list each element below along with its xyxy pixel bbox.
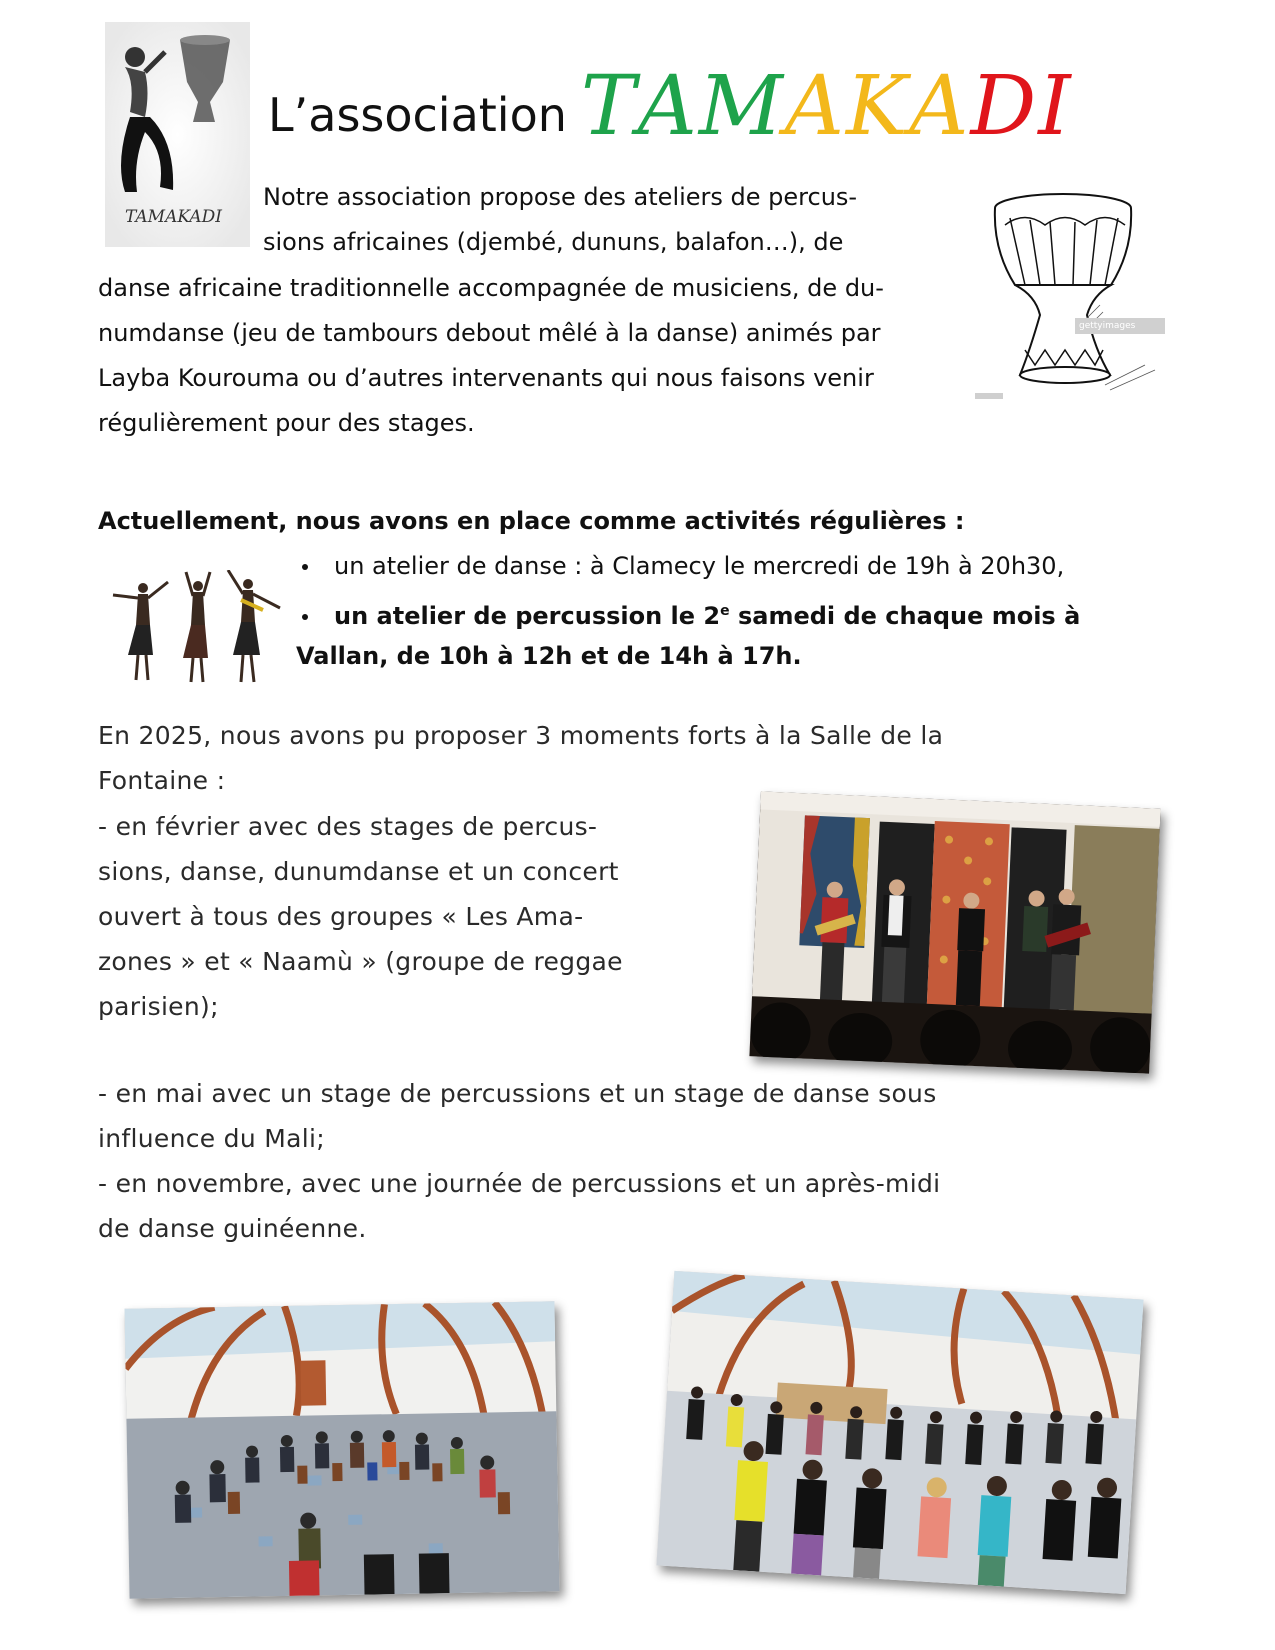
activity-item-percussion-continuation: Vallan, de 10h à 12h et de 14h à 17h. bbox=[296, 642, 802, 670]
february-line: sions, danse, dunumdanse et un concert bbox=[98, 857, 619, 886]
intro-line: Notre association propose des ateliers de percus- bbox=[263, 183, 858, 211]
image-id-strip bbox=[975, 393, 1003, 399]
year-intro-line: Fontaine : bbox=[98, 766, 226, 795]
february-line: - en février avec des stages de percus- bbox=[98, 812, 598, 841]
intro-line: Layba Kourouma ou d’autres intervenants qui nous faisons venir bbox=[98, 364, 874, 392]
brand-letter: A bbox=[784, 59, 846, 154]
dancers-illustration bbox=[108, 570, 288, 685]
intro-line: sions africaines (djembé, dununs, balafon…), de bbox=[263, 228, 844, 256]
brand-letter: K bbox=[846, 59, 910, 154]
activity-item-percussion: un atelier de percussion le 2e samedi de chaque mois à bbox=[296, 588, 1080, 639]
february-line: parisien); bbox=[98, 992, 219, 1021]
concert-image bbox=[749, 791, 1160, 1073]
february-line: zones » et « Naamù » (groupe de reggae bbox=[98, 947, 623, 976]
activity-item-dance: un atelier de danse : à Clamecy le mercredi de 19h à 20h30, bbox=[296, 543, 1064, 589]
logo-dancer-drum-icon bbox=[105, 22, 250, 247]
dance-workshop-photo bbox=[656, 1271, 1143, 1594]
brand-letter: A bbox=[909, 59, 971, 154]
dancers-icon bbox=[108, 570, 288, 685]
title-prefix: L’association bbox=[268, 88, 567, 142]
bullet-icon bbox=[302, 564, 308, 570]
page-title bbox=[268, 58, 1073, 154]
brand-letter: D bbox=[970, 59, 1039, 154]
november-line: - en novembre, avec une journée de percussions et un après-midi bbox=[98, 1169, 941, 1198]
november-line: de danse guinéenne. bbox=[98, 1214, 367, 1243]
intro-line: danse africaine traditionnelle accompagnée de musiciens, de du- bbox=[98, 274, 884, 302]
activities-heading: Actuellement, nous avons en place comme activités régulières : bbox=[98, 507, 965, 535]
intro-line: numdanse (jeu de tambours debout mêlé à la danse) animés par bbox=[98, 319, 881, 347]
image-watermark: gettyimages bbox=[1075, 318, 1165, 334]
may-line: - en mai avec un stage de percussions et un stage de danse sous bbox=[98, 1079, 937, 1108]
intro-line: régulièrement pour des stages. bbox=[98, 409, 475, 437]
percussion-image bbox=[125, 1301, 560, 1598]
february-line: ouvert à tous des groupes « Les Ama- bbox=[98, 902, 584, 931]
year-intro-line: En 2025, nous avons pu proposer 3 moments forts à la Salle de la bbox=[98, 721, 944, 750]
percussion-workshop-photo bbox=[125, 1301, 560, 1598]
may-line: influence du Mali; bbox=[98, 1124, 325, 1153]
svg-text:TAMAKADI: TAMAKADI bbox=[125, 207, 223, 227]
dance-image bbox=[656, 1271, 1143, 1594]
djembe-icon bbox=[985, 190, 1165, 400]
bullet-icon bbox=[302, 614, 308, 620]
brand-letter: T bbox=[580, 59, 638, 154]
brand-letter: A bbox=[637, 59, 699, 154]
djembe-drawing bbox=[985, 190, 1165, 400]
brand-name bbox=[580, 59, 1073, 154]
brand-letter: M bbox=[698, 59, 785, 154]
brand-letter: I bbox=[1038, 59, 1073, 154]
concert-photo bbox=[749, 791, 1160, 1073]
tamakadi-logo bbox=[105, 22, 250, 247]
